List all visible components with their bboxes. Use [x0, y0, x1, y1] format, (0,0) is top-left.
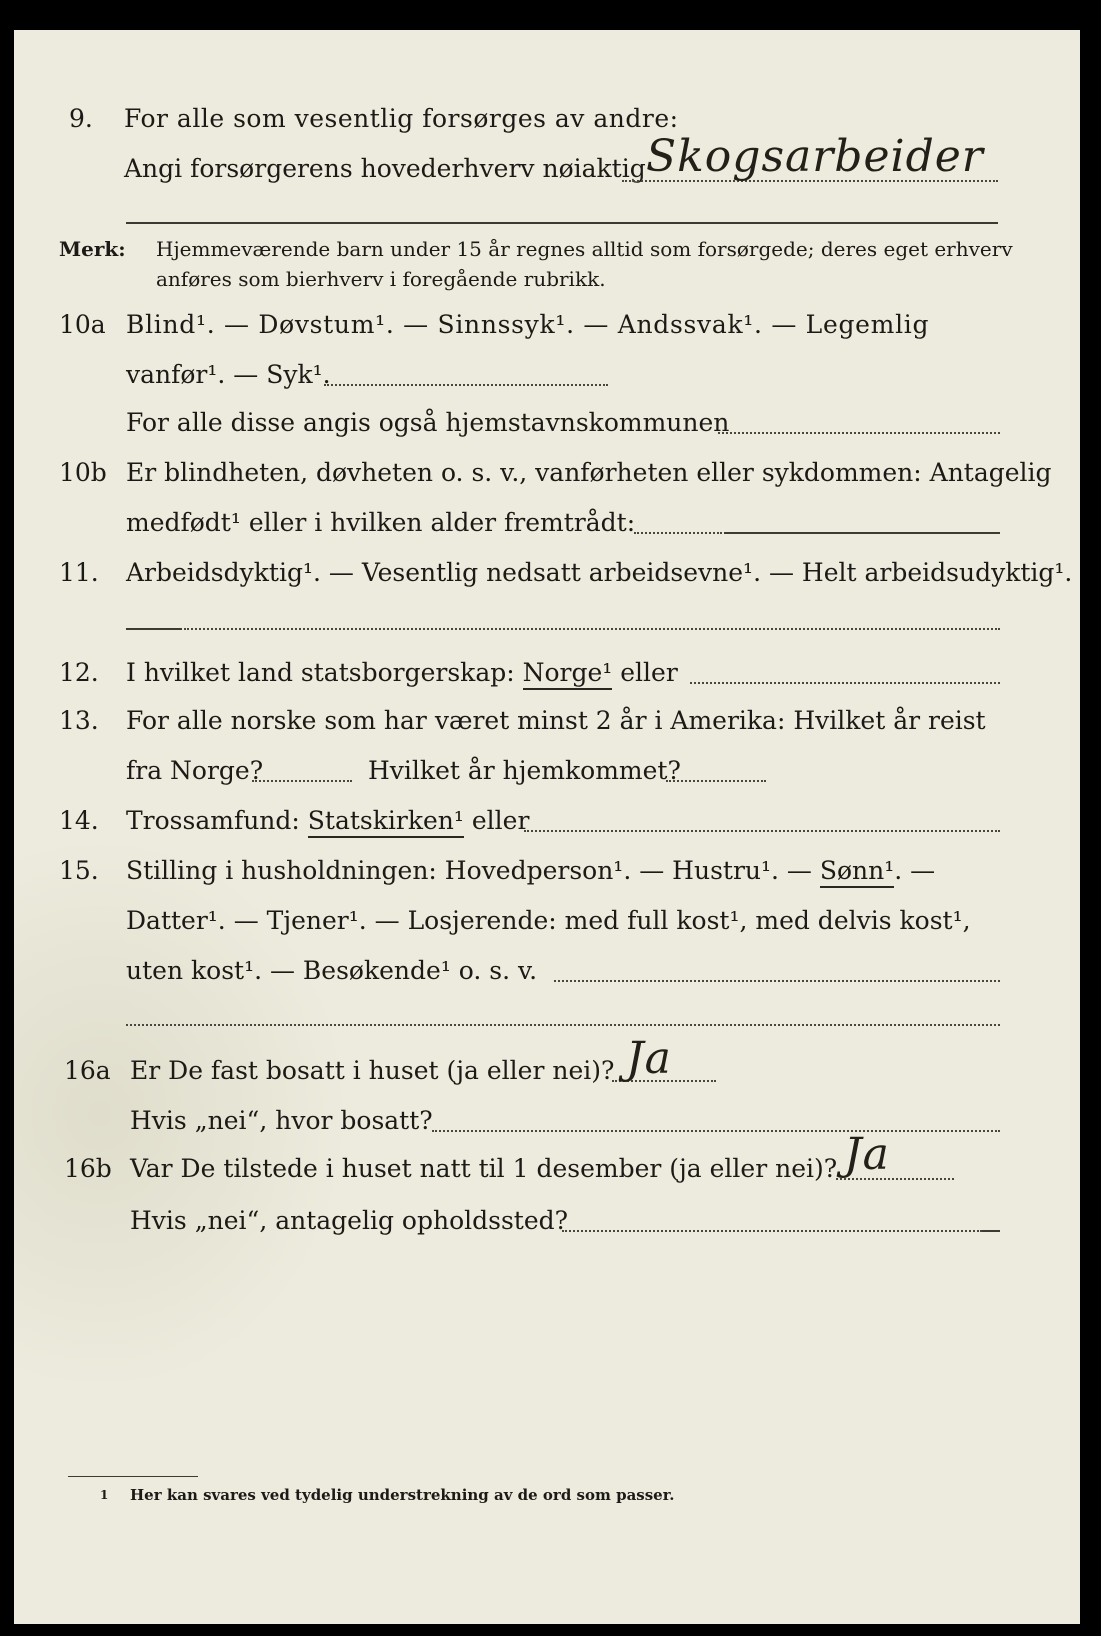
q14-answer-line [524, 830, 1000, 832]
q14-prefix: Trossamfund: [126, 806, 300, 835]
q15-line3: uten kost¹. — Besøkende¹ o. s. v. [126, 956, 538, 985]
q11-line1: Arbeidsdyktig¹. — Vesentlig nedsatt arbeidsevne¹. — Helt arbeidsudyktig¹. [126, 558, 1073, 587]
q15-continuation-line [126, 1024, 1000, 1026]
q16b-line2: Hvis „nei“, antagelig opholdssted? [130, 1206, 569, 1235]
q10a-number: 10a [59, 310, 106, 339]
q16a-line1: Er De fast bosatt i huset (ja eller nei)? [130, 1056, 615, 1085]
q15-line1 [126, 856, 935, 886]
q13-number: 13. [59, 706, 99, 735]
q10b-line1: Er blindheten, døvheten o. s. v., vanførheten eller sykdommen: Antagelig [126, 458, 1052, 487]
q16a-number: 16a [64, 1056, 111, 1085]
q13-hjemkommet-line [666, 780, 766, 782]
q10b-answer-line-solid [724, 532, 1000, 534]
q16b-opholdssted-line-end [982, 1230, 1000, 1232]
q10b-answer-line [634, 532, 722, 534]
q10a-syk-line [324, 384, 608, 386]
q15-answer-line [554, 980, 1000, 982]
q16b-line1: Var De tilstede i huset natt til 1 desember (ja eller nei)? [130, 1154, 838, 1183]
footnote-mark: 1 [100, 1488, 109, 1502]
q15-number: 15. [59, 856, 99, 885]
q16a-line2: Hvis „nei“, hvor bosatt? [130, 1106, 433, 1135]
q10b-number: 10b [59, 458, 107, 487]
q14-line [126, 806, 529, 836]
q16a-answer: Ja [626, 1033, 672, 1084]
q15-line1-text: Stilling i husholdningen: Hovedperson¹. — Hustru¹. — [126, 856, 812, 885]
merk-line1: Hjemmeværende barn under 15 år regnes alltid som forsørgede; deres eget erhverv [156, 237, 1013, 261]
q12-underlined-answer: Norge¹ [523, 658, 613, 690]
q15-underlined-answer: Sønn¹ [820, 856, 894, 888]
merk-line2: anføres som bierhverv i foregående rubrikk. [156, 267, 606, 291]
q10a-line1: Blind¹. — Døvstum¹. — Sinnssyk¹. — Andssvak¹. — Legemlig [126, 310, 930, 339]
q12-suffix: eller [620, 658, 678, 687]
q11-number: 11. [59, 558, 99, 587]
q16a-bosatt-line [432, 1130, 1000, 1132]
q9-line2: Angi forsørgerens hovederhverv nøiaktig [124, 154, 646, 183]
q14-number: 14. [59, 806, 99, 835]
merk-label: Merk: [59, 237, 126, 261]
q16b-opholdssted-line [562, 1230, 982, 1232]
census-form-page [14, 30, 1080, 1624]
q9-continuation-line [126, 222, 998, 224]
q12-line [126, 658, 678, 688]
q10b-line2: medfødt¹ eller i hvilken alder fremtrådt: [126, 508, 636, 537]
q11-answer-line-dotted [184, 628, 1000, 630]
q9-number: 9. [69, 104, 93, 133]
q15-line1-end: . — [894, 856, 936, 885]
q13-line2b: Hvilket år hjemkommet? [368, 756, 681, 785]
q12-number: 12. [59, 658, 99, 687]
q12-prefix: I hvilket land statsborgerskap: [126, 658, 515, 687]
q12-answer-line [690, 682, 1000, 684]
q9-line1: For alle som vesentlig forsørges av andre: [124, 104, 679, 133]
q14-underlined-answer: Statskirken¹ [308, 806, 464, 838]
q16b-number: 16b [64, 1154, 112, 1183]
footnote-rule [68, 1476, 198, 1477]
q11-answer-line [126, 628, 182, 630]
q13-reist-line [252, 780, 352, 782]
q10a-line3: For alle disse angis også hjemstavnskommunen [126, 408, 730, 437]
q10a-line2: vanfør¹. — Syk¹. [126, 360, 331, 389]
q16b-answer: Ja [844, 1129, 890, 1180]
footnote-text: Her kan svares ved tydelig understrekning av de ord som passer. [130, 1486, 675, 1504]
q15-line2: Datter¹. — Tjener¹. — Losjerende: med full kost¹, med delvis kost¹, [126, 906, 971, 935]
q10a-kommune-line [718, 432, 1000, 434]
q13-line2a: fra Norge? [126, 756, 264, 785]
q13-line1: For alle norske som har været minst 2 år i Amerika: Hvilket år reist [126, 706, 986, 735]
q9-answer: Skogsarbeider [646, 131, 984, 182]
q14-suffix: eller [471, 806, 530, 835]
